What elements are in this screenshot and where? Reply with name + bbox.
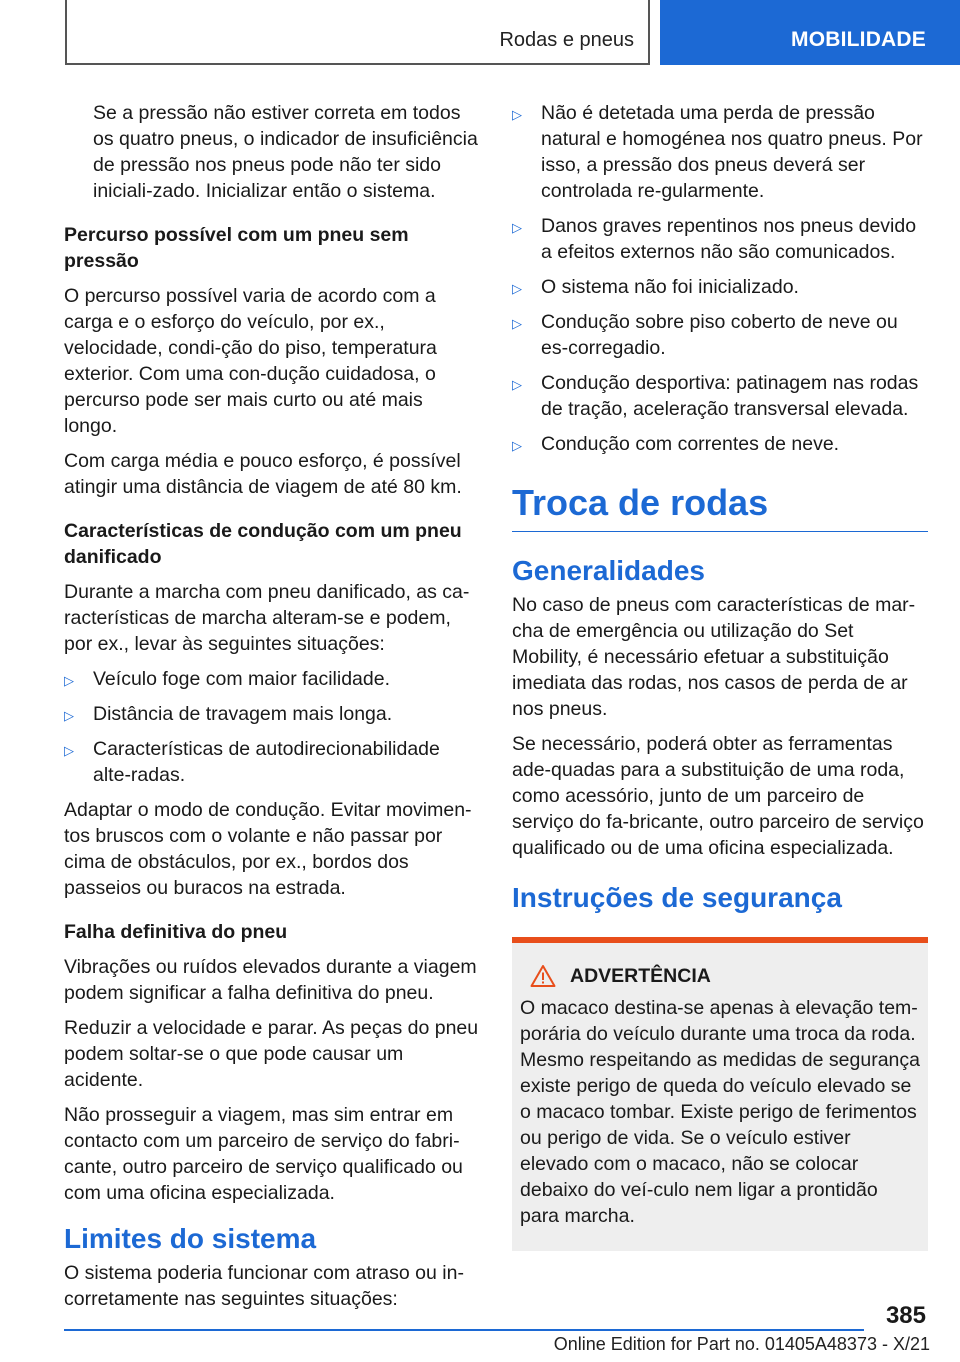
warning-triangle-icon [530,964,556,988]
triangle-right-outline-icon: ▷ [512,316,522,331]
list-item: ▷ O sistema não foi inicializado. [512,274,928,300]
header-section-title: Rodas e pneus [499,29,634,51]
driving-paragraph-1: Durante a marcha com pneu danificado, as ca-racterísticas de marcha alteram-se e podem, por ex., levar às seguintes situações: [64,581,470,655]
list-item: ▷ Características de autodirecionabilidade alte-radas. [64,738,440,786]
list-item: ▷ Veículo foge com maior facilidade. [64,666,480,692]
triangle-right-outline-icon: ▷ [512,377,522,392]
heading-general: Generalidades [512,555,705,586]
footer-divider [64,1329,864,1331]
header-chapter-tab [660,0,960,65]
list-item: ▷ Condução com correntes de neve. [512,431,928,457]
triangle-right-outline-icon: ▷ [64,708,74,723]
triangle-right-outline-icon: ▷ [512,107,522,122]
list-item: ▷ Danos graves repentinos nos pneus devido a efeitos externos não são comunicados. [512,215,917,263]
heading-safety: Instruções de segurança [512,882,842,913]
triangle-right-outline-icon: ▷ [64,673,74,688]
left-column [64,100,480,1321]
header-section-box [65,0,650,65]
warning-header [520,963,920,989]
failure-paragraph-3: Não prosseguir a viagem, mas sim entrar em contacto com um parceiro de serviço do fabri-cante, outro parceiro de serviço qualificado ou com uma oficina especializada. [64,1104,463,1204]
list-item: ▷ Não é detetada uma perda de pressão natural e homogénea nos quatro pneus. Por isso, a pressão dos pneus deverá ser controlada re-gularmente. [512,102,923,202]
failure-paragraph-2: Reduzir a velocidade e parar. As peças do pneu podem soltar-se o que pode causar um acidente. [64,1017,479,1091]
list-item: ▷ Condução sobre piso coberto de neve ou es-corregadio. [512,311,898,359]
page-number: 385 [885,1302,926,1329]
heading-wheel-change: Troca de rodas [512,481,928,532]
warning-box [512,937,928,1251]
heading-driving: Características de condução com um pneu danificado [64,520,462,568]
footer-edition: Online Edition for Part no. 01405A48373 - X/21 [553,1334,930,1354]
driving-list [64,666,480,788]
heading-limits: Limites do sistema [64,1223,317,1254]
limits-paragraph: O sistema poderia funcionar com atraso ou in-corretamente nas seguintes situações: [64,1262,464,1310]
warning-text: O macaco destina-se apenas à elevação tem-porária do veículo durante uma troca da roda. Mesmo respeitando as medidas de segurança existe perigo de queda do veículo elevado se o macaco tombar. Existe perigo de ferimentos ou perigo de vida. Se o veículo estiver elevado com o macaco, não se colocar debaixo do veí-culo nem ligar a prontidão para marcha. [520,997,920,1227]
heading-range: Percurso possível com um pneu sem pressão [64,224,409,272]
warning-title: ADVERTÊNCIA [570,965,711,987]
driving-paragraph-2: Adaptar o modo de condução. Evitar movimen-tos bruscos com o volante e não passar por cima de obstáculos, por ex., bordos dos passeios ou buracos na estrada. [64,799,472,899]
range-paragraph-1: O percurso possível varia de acordo com a carga e o esforço do veículo, por ex., velocidade, condi-ção do piso, temperatura exterior. Com uma con-dução cuidadosa, o percurso pode ser mais curto ou até mais longo. [64,285,437,437]
list-item: ▷ Condução desportiva: patinagem nas rodas de tração, aceleração transversal elevada. [512,372,919,420]
intro-paragraph: Se a pressão não estiver correta em todos os quatro pneus, o indicador de insuficiência de pressão nos pneus pode não ter sido iniciali-zado. Inicializar então o sistema. [93,102,478,202]
header-chapter-title: MOBILIDADE [791,28,926,51]
triangle-right-outline-icon: ▷ [512,220,522,235]
triangle-right-outline-icon: ▷ [512,438,522,453]
right-column [512,100,928,1251]
general-paragraph-1: No caso de pneus com características de mar-cha de emergência ou utilização do Set Mobility, é necessário efetuar a substituição imediata das rodas, nos casos de perda de ar nos pneus. [512,594,916,720]
range-paragraph-2: Com carga média e pouco esforço, é possível atingir uma distância de viagem de até 80 km. [64,450,462,498]
general-paragraph-2: Se necessário, poderá obter as ferramentas ade-quadas para a substituição de uma roda, como acessório, junto de um parceiro de serviço do fa-bricante, outro parceiro de serviço qualificado ou de uma oficina especializada. [512,733,924,859]
triangle-right-outline-icon: ▷ [64,743,74,758]
triangle-right-outline-icon: ▷ [512,281,522,296]
heading-failure: Falha definitiva do pneu [64,921,288,943]
limits-list [512,100,928,457]
failure-paragraph-1: Vibrações ou ruídos elevados durante a viagem podem significar a falha definitiva do pneu. [64,956,477,1004]
list-item: ▷ Distância de travagem mais longa. [64,701,480,727]
